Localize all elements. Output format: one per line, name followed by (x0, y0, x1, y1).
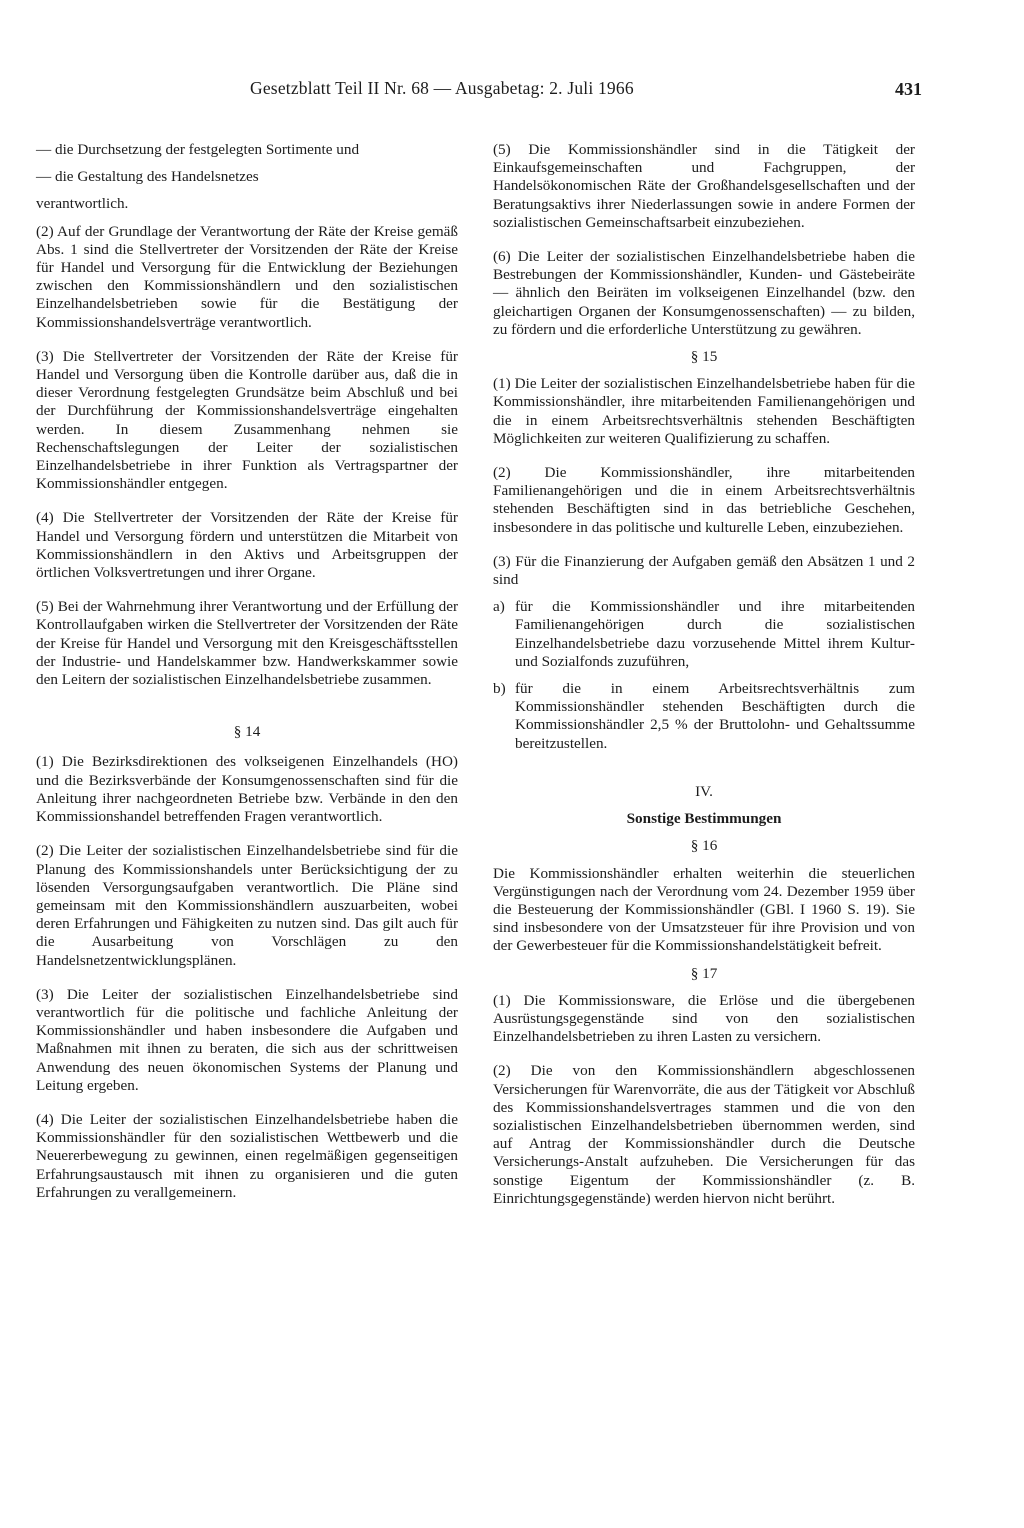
page-header (250, 78, 922, 102)
list-item (493, 598, 915, 671)
list-marker: a) (493, 598, 505, 616)
list-text: für die in einem Arbeitsrechtsverhältnis zum Kommissionshändler stehenden Beschäftigten durch die Kommissionshändler 2,5 % der Bruttolohn- und Gehaltssumme bereitzustellen. (515, 680, 915, 752)
list-text: für die Kommissionshändler und ihre mitarbeitenden Familienangehörigen durch die sozialistischen Einzelhandelsbetriebe dazu vorzusehende Mittel ihrem Kultur- und Sozialfonds zuzuführen, (515, 598, 915, 670)
paragraph: (1) Die Kommissionsware, die Erlöse und die übergebenen Ausrüstungsgegenstände sind von den sozialistischen Einzelhandelsbetrieben zu ihren Lasten zu versichern. (493, 991, 915, 1046)
dash-item: — die Durchsetzung der festgelegten Sortimente und (36, 141, 360, 158)
paragraph: (4) Die Stellvertreter der Vorsitzenden der Räte der Kreise für Handel und Versorgung fördern und unterstützen die Mitarbeit von Kommissionshändlern in den Aktivs und Arbeitsgruppen der örtlichen Volksvertretungen und ihrer Organe. (36, 509, 458, 582)
section-heading: § 16 (690, 837, 718, 855)
paragraph: (2) Die von den Kommissionshändlern abgeschlossenen Versicherungen für Warenvorräte, die aus der Tätigkeit vor Abschluß des Kommissionshandelsvertrages stammen und die von den sozialistischen Einzelhandelsbetrieben übernommen werden, sind auf Antrag der Kommissionshändler durch die Deutsche Versicherungs-Anstalt aufzuheben. Die Versicherungen für das sonstige Eigentum der Kommissionshändler (z. B. Einrichtungsgegenstände) werden hiervon nicht berührt. (493, 1062, 915, 1207)
list-marker: b) (493, 680, 506, 698)
part-number: IV. (695, 782, 713, 800)
part-title: Sonstige Bestimmungen (626, 810, 782, 828)
section-heading: § 14 (233, 723, 261, 741)
header-title: Gesetzblatt Teil II Nr. 68 — Ausgabetag: 2. Juli 1966 (250, 78, 634, 98)
paragraph: (3) Für die Finanzierung der Aufgaben gemäß den Absätzen 1 und 2 sind (493, 552, 915, 589)
paragraph: (1) Die Bezirksdirektionen des volkseigenen Einzelhandels (HO) und die Bezirksverbände der Konsumgenossenschaften sind für die Anleitung ihrer nachgeordneten Betriebe bzw. Verbände in den den Kommissionshandel betreffenden Fragen verantwortlich. (36, 753, 458, 826)
right-column (493, 141, 915, 1208)
paragraph: (2) Die Leiter der sozialistischen Einzelhandelsbetriebe sind für die Planung des Kommissionshandels unter Berücksichtigung der zu lösenden Versorgungsaufgaben verantwortlich. Die Pläne sind gemeinsam mit den Kommissionshändlern auszuarbeiten, wobei deren Erfahrungen und Fähigkeiten zu nutzen sind. Das gilt auch für die Ausarbeitung von Vorschlägen zu den Handelsnetzentwicklungsplänen. (36, 842, 458, 969)
paragraph: verantwortlich. (36, 195, 129, 213)
paragraph: (3) Die Stellvertreter der Vorsitzenden der Räte der Kreise für Handel und Versorgung üben die Kontrolle darüber aus, daß die in dieser Verordnung festgelegten Grundsätze beim Abschluß und bei der Durchführung der Kommissionshandelsverträge eingehalten werden. In diesem Zusammenhang nehmen sie Rechenschaftslegungen der Leiter der sozialistischen Einzelhandelsbetriebe in ihrer Funktion als Vertragspartner der Kommissionshändler entgegen. (36, 347, 458, 493)
list-item (493, 680, 915, 753)
paragraph: (2) Auf der Grundlage der Verantwortung der Räte der Kreise gemäß Abs. 1 sind die Stellvertreter der Vorsitzenden der Räte der Kreise für Handel und Versorgung für die Entwicklung der Beziehungen zwischen den Kommissionshändlern und den sozialistischen Einzelhandelsbetrieben sowie für die Bestätigung der Kommissionshandelsverträge verantwortlich. (36, 222, 458, 331)
dash-item: — die Gestaltung des Handelsnetzes (36, 168, 259, 186)
page-number: 431 (895, 79, 922, 99)
paragraph: (5) Die Kommissionshändler sind in die Tätigkeit der Einkaufsgemeinschaften und Fachgruppen, der Handelsökonomischen Räte der Großhandelsgesellschaften und der Beratungsaktivs ihrer Niederlassungen sowie in andere Formen der sozialistischen Gemeinschaftsarbeit einzubeziehen. (493, 141, 915, 231)
paragraph: (4) Die Leiter der sozialistischen Einzelhandelsbetriebe haben die Kommissionshändler für den sozialistischen Wettbewerb und die Neuererbewegung zu gewinnen, einen regelmäßigen gegenseitigen Erfahrungsaustausch mit ihnen zu organisieren und die guten Erfahrungen zu verallgemeinern. (36, 1110, 458, 1201)
paragraph: (3) Die Leiter der sozialistischen Einzelhandelsbetriebe sind verantwortlich für die politische und fachliche Anleitung der Kommissionshändler und haben insbesondere die Aufgaben und Maßnahmen mit ihnen zu beraten, die sich aus der schrittweisen Anwendung des neuen ökonomischen Systems der Planung und Leitung ergeben. (36, 985, 458, 1094)
paragraph: (1) Die Leiter der sozialistischen Einzelhandelsbetriebe haben für die Kommissionshändler, ihre mitarbeitenden Familienangehörigen und die in einem Arbeitsrechtsverhältnis stehenden Beschäftigten Möglichkeiten zur weiteren Qualifizierung zu schaffen. (493, 375, 915, 447)
section-heading: § 17 (690, 964, 718, 982)
paragraph: (2) Die Kommissionshändler, ihre mitarbeitenden Familienangehörigen und die in einem Arbeitsrechtsverhältnis stehenden Beschäftigten sind in das betriebliche Geschehen, insbesondere in das politische und kulturelle Leben, einzubeziehen. (493, 464, 915, 536)
section-heading: § 15 (690, 348, 718, 366)
paragraph: Die Kommissionshändler erhalten weiterhin die steuerlichen Vergünstigungen nach der Verordnung vom 24. Dezember 1959 über die Besteuerung der Kommissionshändler (GBl. I 1960 S. 19). Sie sind insbesondere von der Umsatzsteuer für ihre Provision und von der Gewerbesteuer für die Kommissionshandelstätigkeit befreit. (493, 864, 915, 955)
left-column (36, 141, 458, 1202)
paragraph: (5) Bei der Wahrnehmung ihrer Verantwortung und der Erfüllung der Kontrollaufgaben wirken die Stellvertreter der Vorsitzenden der Räte der Kreise für Handel und Versorgung mit den Kreisgeschäftsstellen der Industrie- und Handelskammer bzw. Handwerkskammer sowie den Leitern der sozialistischen Einzelhandelsbetriebe zusammen. (36, 598, 458, 689)
paragraph: (6) Die Leiter der sozialistischen Einzelhandelsbetriebe haben die Bestrebungen der Kommissionshändler, Kunden- und Gästebeiräte — ähnlich den Beiräten im volkseigenen Einzelhandel (bzw. den gleichartigen Organen der Konsumgenossenschaften) — zu bilden, zu fördern und die erforderliche Unterstützung zu gewähren. (493, 248, 915, 338)
